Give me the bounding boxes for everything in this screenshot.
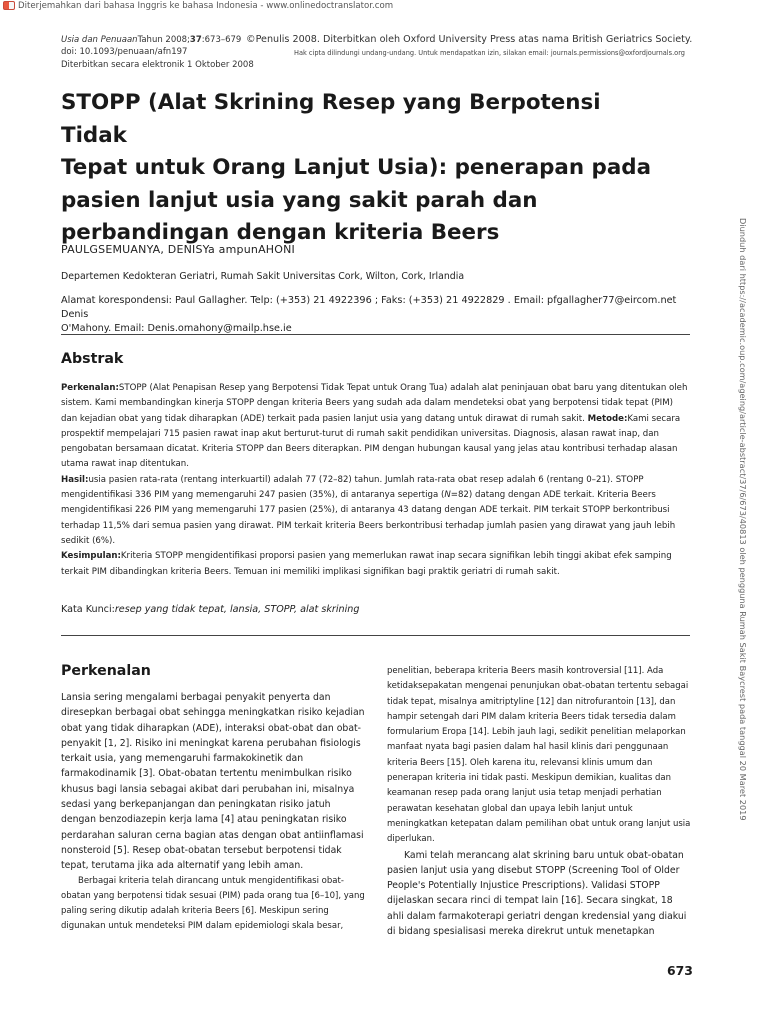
journal-volume: 37 — [189, 35, 202, 45]
keywords — [61, 604, 359, 615]
journal-name: Usia dan Penuaan — [61, 35, 138, 45]
results-text-cont: =82) datang dengan ADE terkait. Kriteria Beers mengidentifikasi 226 PIM yang memengaruhi 177 pasien (25%), di antaranya 43 datang dengan ADE terkait. PIM terkait STOPP berkontribusi terhadap 11,5% dari semua pasien yang dirawat. PIM terkait kriteria Beers berkontribusi terhadap jumlah pasien yang dirawat yang jauh lebih sedikit (6%). — [61, 490, 676, 546]
translator-banner[interactable] — [0, 0, 394, 12]
results-text: usia pasien rata-rata (rentang interkuartil) adalah 77 (72–82) tahun. Jumlah rata-rata obat resep adalah 6 (rentang 0–21). STOPP mengidentifikasi 336 PIM yang memengaruhi 247 pasien (35%), di antaranya sepertiga ( — [61, 474, 644, 501]
abstract-conclusion — [61, 549, 689, 580]
article-title — [61, 87, 661, 250]
banner-text: Diterjemahkan dari bahasa Inggris ke bahasa Indonesia - www.onlinedoctranslator.com — [18, 1, 394, 11]
abstract-body — [61, 381, 689, 580]
publication-date: Diterbitkan secara elektronik 1 Oktober 2008 — [61, 60, 254, 70]
paragraph: penelitian, beberapa kriteria Beers masih kontroversial [11]. Ada ketidaksepakatan mengenai penunjukan obat-obatan tertentu sebagai tidak tepat, misalnya amitriptyline [12] dan nitrofurantoin [13], dan hampir setengah dari PIM dalam kriteria Beers tidak tersedia dalam formularium Eropa [14]. Lebih jauh lagi, sedikit penelitian melaporkan manfaat nyata bagi pasien dalam hal hasil klinis dari penggunaan kriteria Beers [15]. Oleh karena itu, relevansi klinis umum dan penerapan kriteria ini tidak pasti. Meskipun demikian, kualitas dan keamanan resep pada orang lanjut usia tetap menjadi perhatian perawatan kesehatan global dan upaya lebih lanjut untuk meningkatkan ketepatan dalam pemilihan obat untuk orang lanjut usia diperlukan. — [387, 666, 691, 845]
affiliation: Departemen Kedokteran Geriatri, Rumah Sakit Universitas Cork, Wilton, Cork, Irlandia — [61, 271, 465, 282]
title-line: perbandingan dengan kriteria Beers — [61, 220, 500, 246]
body-column-left — [61, 690, 367, 935]
correspondence-line: Alamat korespondensi: Paul Gallagher. Telp: (+353) 21 4922396 ; Faks: (+353) 21 4922829 . Email: pfgallagher77@eircom.net Denis — [61, 295, 677, 320]
abstract-results — [61, 473, 689, 549]
conclusion-label: Kesimpulan: — [61, 551, 121, 562]
divider — [61, 635, 690, 636]
doi: doi: 10.1093/penuaan/afn197 — [61, 47, 188, 57]
background-label: Perkenalan: — [61, 383, 119, 393]
title-line: pasien lanjut usia yang sakit parah dan — [61, 187, 538, 213]
methods-label: Metode: — [587, 413, 628, 424]
rights-notice: Hak cipta dilindungi undang-undang. Untuk mendapatkan izin, silakan email: journals.permissions@oxfordjournals.org — [294, 49, 685, 57]
results-label: Hasil: — [61, 474, 89, 485]
background-text: STOPP (Alat Penapisan Resep yang Berpotensi Tidak Tepat untuk Orang Tua) adalah alat peninjauan obat baru yang ditentukan oleh sistem. Kami membandingkan kinerja STOPP dengan kriteria Beers yang sudah ada dalam mendeteksi obat yang berpotensi tidak tepat (PIM) dan kejadian obat yang tidak diharapkan (ADE) terkait pada pasien lanjut usia yang datang untuk dirawat di rumah sakit. — [61, 383, 688, 424]
journal-citation — [61, 35, 241, 47]
translator-logo-icon — [3, 1, 15, 10]
body-column-right — [387, 664, 691, 939]
copyright-text: Penulis 2008. Diterbitkan oleh Oxford University Press atas nama British Geriatrics Society. — [255, 34, 693, 45]
copyright-symbol: © — [246, 34, 256, 45]
correspondence — [61, 294, 691, 335]
paragraph: Berbagai kriteria telah dirancang untuk mengidentifikasi obat-obatan yang berpotensi tidak sesuai (PIM) pada orang tua [6–10], yang paling sering dikutip adalah kriteria Beers [6]. Meskipun sering digunakan untuk mendeteksi PIM dalam epidemiologi skala besar, — [61, 875, 365, 932]
authors: PAULGSEMUANYA, DENISYa ampunAHONI — [61, 243, 295, 256]
keywords-label: Kata Kunci: — [61, 604, 115, 615]
paragraph: Lansia sering mengalami berbagai penyakit penyerta dan diresepkan berbagai obat sehingga meningkatkan risiko kejadian obat yang tidak diharapkan (ADE), interaksi obat-obat dan obat-penyakit [1, 2]. Risiko ini meningkat karena perubahan fisiologis terkait usia, yang memengaruhi farmakokinetik dan farmakodinamik [3]. Obat-obatan tertentu menimbulkan risiko khusus bagi lansia sebagai akibat dari perubahan ini, misalnya sedasi yang berkepanjangan dan peningkatan risiko jatuh dengan benzodiazepin kerja lama [4] atau peningkatan risiko perdarahan saluran cerna bagian atas dengan obat antiinflamasi nonsteroid [5]. Resep obat-obatan tersebut berpotensi tidak tepat, terutama jika ada alternatif yang lebih aman. — [61, 692, 365, 872]
keywords-terms: resep yang tidak tepat, lansia, STOPP, alat skrining — [114, 604, 360, 615]
results-n: N — [444, 490, 451, 501]
download-note: Diunduh dari https://academic.oup.com/ageing/article-abstract/37/6/673/40813 oleh pengguna Rumah Sakit Baycrest pada tanggal 20 Maret 2019 — [738, 218, 748, 821]
conclusion-text: Kriteria STOPP mengidentifikasi proporsi pasien yang memerlukan rawat inap secara signifikan lebih tinggi akibat efek samping terkait PIM dibandingkan kriteria Beers. Temuan ini memiliki implikasi signifikan bagi praktik geriatri di rumah sakit. — [61, 551, 672, 577]
abstract-heading: Abstrak — [61, 351, 124, 367]
methods-text: Kami secara prospektif mempelajari 715 pasien rawat inap akut berturut-turut di rumah sakit pendidikan universitas. Diagnosis, alasan rawat inap, dan pengobatan bersamaan dicatat. Kriteria STOPP dan Beers diterapkan. PIM dengan hubungan kausal yang jelas atau kontribusi terhadap alasan utama rawat inap ditentukan. — [61, 413, 681, 470]
divider — [61, 334, 690, 335]
paragraph: Kami telah merancang alat skrining baru untuk obat-obatan pasien lanjut usia yang disebut STOPP (Screening Tool of Older People's Potentially Injustice Prescriptions). Validasi STOPP dijelaskan secara rinci di tempat lain [16]. Secara singkat, 18 ahli dalam farmakoterapi geriatri dengan kredensial yang diakui di bidang spesialisasi mereka direkrut untuk menetapkan — [387, 849, 687, 938]
journal-pages: :673–679 — [201, 35, 242, 45]
journal-year: Tahun 2008; — [137, 35, 190, 45]
title-line: STOPP (Alat Skrining Resep yang Berpotensi Tidak — [61, 90, 601, 148]
correspondence-line: O'Mahony. Email: Denis.omahony@mailp.hse.ie — [61, 322, 292, 334]
copyright-line — [246, 34, 692, 46]
page-number: 673 — [667, 963, 693, 978]
title-line: Tepat untuk Orang Lanjut Usia): penerapan pada — [61, 155, 652, 181]
intro-heading: Perkenalan — [61, 663, 151, 679]
abstract-background-methods — [61, 381, 689, 473]
